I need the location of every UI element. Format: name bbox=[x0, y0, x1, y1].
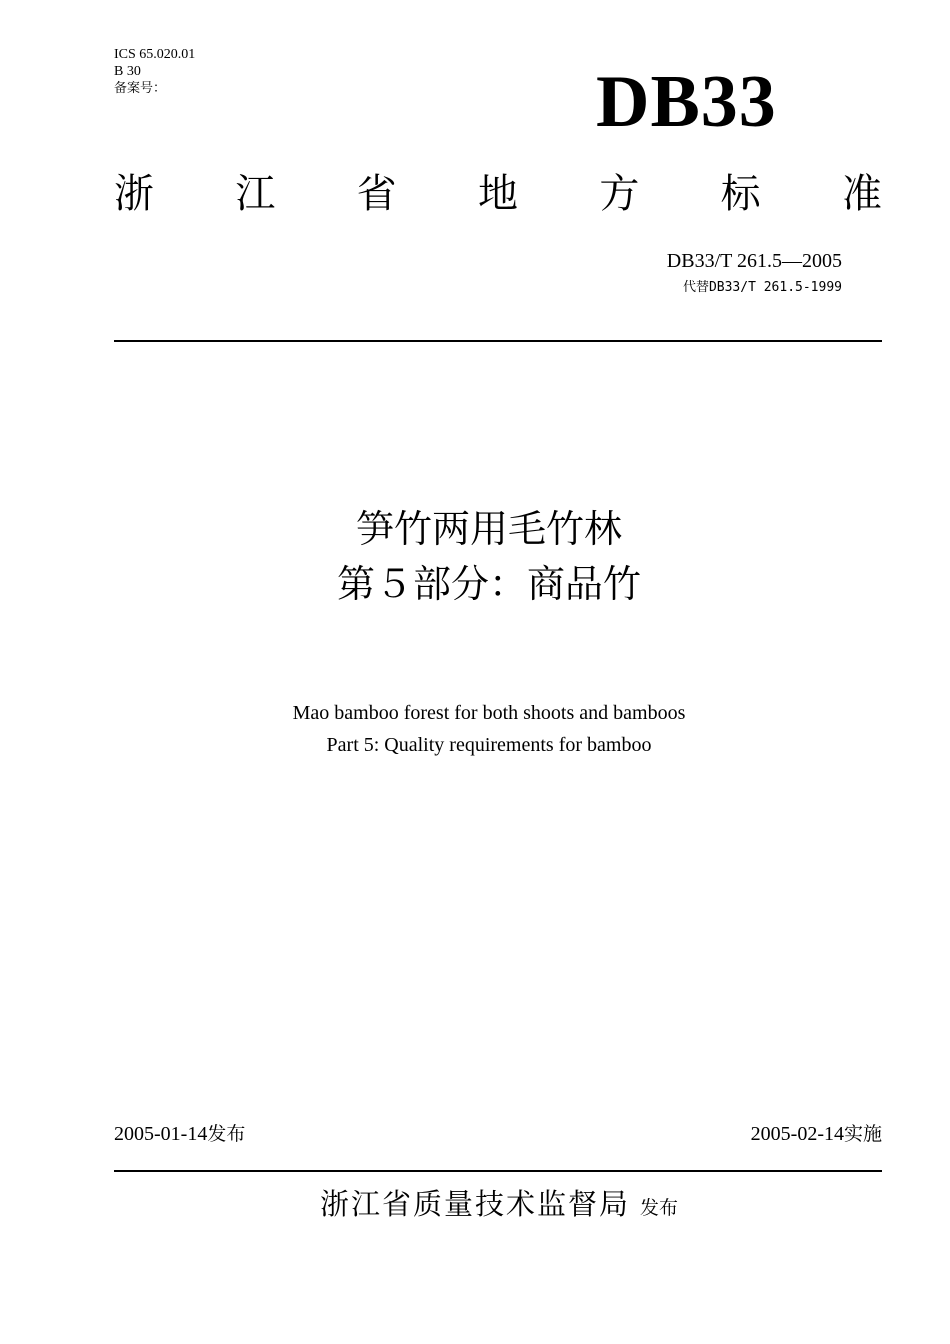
publish-date-group bbox=[114, 1120, 245, 1148]
dates-row bbox=[114, 1120, 882, 1148]
issuer-action: 发布 bbox=[640, 1197, 679, 1219]
standard-type-char: 准 bbox=[841, 171, 882, 217]
title-en-line2: Part 5: Quality requirements for bamboo bbox=[326, 734, 652, 756]
standard-code-logo: DB33 bbox=[596, 61, 777, 143]
standard-type-char: 江 bbox=[235, 171, 276, 217]
implement-date-group bbox=[751, 1120, 882, 1148]
implement-label: 实施 bbox=[843, 1123, 882, 1145]
title-en-line1: Mao bamboo forest for both shoots and bamboos bbox=[292, 702, 686, 724]
document-metadata bbox=[114, 46, 195, 97]
standard-type-char: 省 bbox=[356, 171, 397, 217]
publish-label: 发布 bbox=[207, 1123, 246, 1145]
footer-divider bbox=[114, 1170, 882, 1172]
standard-type-char: 浙 bbox=[114, 171, 154, 217]
title-cn-line1: 笋竹两用毛竹林 bbox=[355, 507, 622, 551]
ics-code: ICS 65.020.01 bbox=[114, 47, 196, 62]
standard-type-char: 标 bbox=[720, 171, 761, 217]
standard-number: DB33/T 261.5—2005 bbox=[666, 250, 842, 272]
category-code: B 30 bbox=[114, 64, 141, 79]
replaces-standard: 代替DB33/T 261.5-1999 bbox=[682, 280, 842, 295]
issuer-line bbox=[0, 1184, 950, 1228]
standard-type-char: 方 bbox=[599, 171, 640, 217]
publish-date: 2005-01-14 bbox=[114, 1123, 208, 1145]
filing-number-label: 备案号： bbox=[114, 81, 167, 96]
title-cn-line2: 第５部分：商品竹 bbox=[336, 562, 641, 606]
header-divider bbox=[114, 340, 882, 342]
implement-date: 2005-02-14 bbox=[750, 1123, 844, 1145]
standard-type-title bbox=[114, 168, 882, 220]
standard-type-char: 地 bbox=[477, 171, 518, 217]
issuer-name: 浙江省质量技术监督局 bbox=[319, 1187, 630, 1221]
